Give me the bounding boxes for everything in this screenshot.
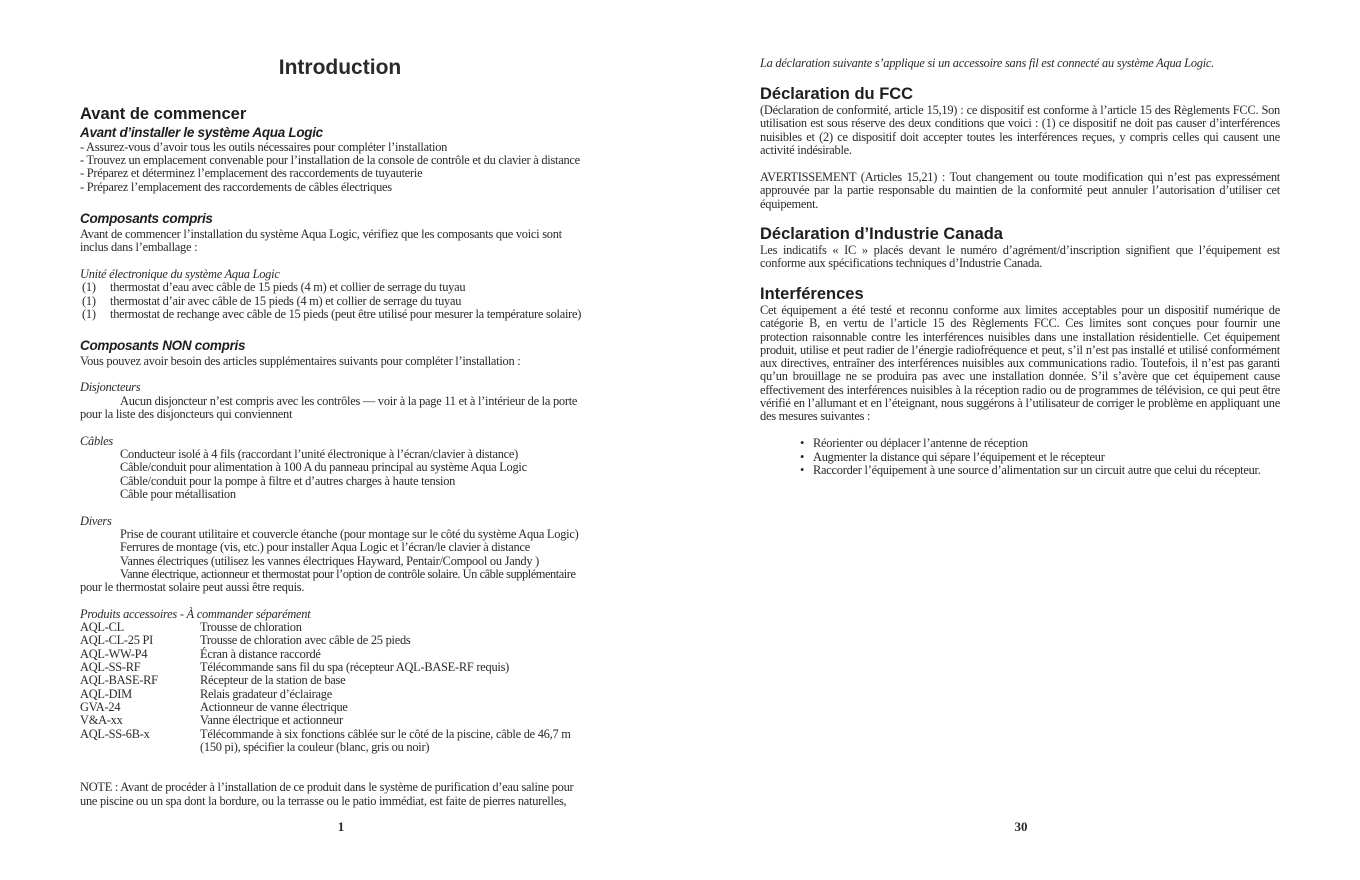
accessory-code: AQL-CL	[80, 620, 124, 634]
breakers-label: Disjoncteurs	[80, 380, 141, 394]
included-intro-line: inclus dans l’emballage :	[80, 240, 198, 254]
breakers-line: pour la liste des disjoncteurs qui conviennent	[80, 407, 293, 421]
accessory-code: AQL-BASE-RF	[80, 673, 158, 688]
accessory-desc: Actionneur de vanne électrique	[200, 700, 348, 715]
accessory-continuation: (150 pi), spécifier la couleur (blanc, gris ou noir)	[200, 740, 430, 754]
accessory-code: AQL-SS-RF	[80, 660, 141, 675]
ic-body: Les indicatifs « IC » placés devant le numéro d’agrément/d’inscription signifient que l’équipement est conforme aux spécifications techniques d’Industrie Canada.	[760, 243, 1280, 271]
before-item: - Trouvez un emplacement convenable pour l’installation de la console de contrôle et du clavier à distance	[80, 153, 580, 167]
not-included-intro: Vous pouvez avoir besoin des articles supplémentaires suivants pour compléter l’installation :	[80, 354, 521, 368]
misc-label: Divers	[80, 514, 112, 528]
accessory-desc: Écran à distance raccordé	[200, 646, 321, 661]
bullet-item: • Raccorder l’équipement à une source d’alimentation sur un circuit autre que celui du récepteur.	[800, 463, 1261, 477]
accessory-desc: Relais gradateur d’éclairage	[200, 686, 332, 701]
not-included-heading: Composants NON compris	[80, 338, 246, 353]
before-heading: Avant de commencer	[80, 105, 247, 123]
misc-continuation: pour le thermostat solaire peut aussi être requis.	[80, 580, 305, 594]
included-heading: Composants compris	[80, 211, 213, 226]
cables-item: Conducteur isolé à 4 fils (raccordant l’unité électronique à l’écran/clavier à distance)	[120, 447, 519, 461]
fcc-heading: Déclaration du FCC	[760, 85, 914, 103]
misc-item: Prise de courant utilitaire et couvercle étanche (pour montage sur le côté du système Aqua Logic)	[120, 527, 579, 541]
unit-label: Unité électronique du système Aqua Logic	[80, 267, 280, 281]
before-item: - Préparez et déterminez l’emplacement des raccordements de tuyauterie	[80, 166, 423, 180]
included-intro-line: Avant de commencer l’installation du système Aqua Logic, vérifiez que les composants que voici sont	[80, 227, 562, 241]
page-number: 1	[337, 819, 345, 834]
ic-heading: Déclaration d’Industrie Canada	[760, 225, 1003, 243]
bullet-item: • Augmenter la distance qui sépare l’équipement et le récepteur	[800, 450, 1105, 464]
accessory-code: AQL-SS-6B-x	[80, 726, 150, 741]
accessory-desc: Trousse de chloration	[200, 620, 302, 634]
accessory-code: AQL-WW-P4	[80, 646, 148, 661]
accessory-desc: Vanne électrique et actionneur	[200, 713, 343, 728]
note-line: NOTE : Avant de procéder à l’installation de ce produit dans le système de purification d’eau saline pour	[80, 780, 574, 794]
included-qty: (1)	[82, 307, 96, 321]
accessory-desc: Récepteur de la station de base	[200, 673, 346, 688]
breakers-line: Aucun disjoncteur n’est compris avec les contrôles — voir à la page 11 et à l’intérieur de la porte	[120, 394, 578, 408]
bullet-item: • Réorienter ou déplacer l’antenne de réception	[800, 436, 1028, 450]
accessory-code: GVA-24	[80, 700, 121, 715]
fcc-warning: AVERTISSEMENT (Articles 15,21) : Tout changement ou toute modification qui n’est pas expressément approuvée par la partie responsable du maintien de la conformité peut annuler l’autorisation d’utiliser cet équipement.	[760, 170, 1280, 211]
accessory-code: V&A-xx	[80, 713, 123, 728]
accessory-desc: Télécommande sans fil du spa (récepteur AQL-BASE-RF requis)	[200, 660, 510, 675]
note-line: une piscine ou un spa dont la bordure, ou la terrasse ou le patio immédiat, est faite de pierres naturelles,	[80, 794, 567, 808]
misc-item: Vannes électriques (utilisez les vannes électriques Hayward, Pentair/Compool ou Jandy )	[120, 554, 540, 568]
included-text: thermostat de rechange avec câble de 15 pieds (peut être utilisé pour mesurer la température solaire)	[110, 307, 582, 321]
cables-item: Câble/conduit pour la pompe à filtre et d’autres charges à haute tension	[120, 474, 456, 488]
before-subheading: Avant d’installer le système Aqua Logic	[80, 125, 323, 140]
interference-body: Cet équipement a été testé et reconnu conforme aux limites acceptables pour un dispositif numérique de catégorie B, en vertu de l’article 15 des Règlements FCC. Ces limites sont conçues pour fournir une protection raisonnable contre les interférences nuisibles dans une installation résidentielle. Cet équipement produit, utilise et peut radier de l’énergie radiofréquence et peut, s’il n’est pas installé et utilisé conformément aux directives, entraîner des interférences nuisibles aux communications radio. Toutefois, il n’est pas garanti qu’un brouillage ne se produira pas avec une installation donnée. S’il s’avère que cet équipement cause effectivement des interférences nuisibles à la réception radio ou de programmes de télévision, ce qui peut être vérifié en l’allumant et en l’éteignant, nous suggérons à l’utilisateur de corriger le problème en appliquant une des mesures suivantes :	[760, 303, 1280, 424]
intro-statement: La déclaration suivante s’applique si un accessoire sans fil est connecté au système Aqua Logic.	[760, 56, 1215, 70]
included-text: thermostat d’eau avec câble de 15 pieds (4 m) et collier de serrage du tuyau	[110, 280, 466, 294]
accessory-desc: Télécommande à six fonctions câblée sur le côté de la piscine, câble de 46,7 m	[200, 726, 571, 741]
misc-item: Vanne électrique, actionneur et thermostat pour l’option de contrôle solaire. Un câble supplémentaire	[120, 567, 576, 581]
fcc-body: (Déclaration de conformité, article 15,19) : ce dispositif est conforme à l’article 15 des Règlements FCC. Son utilisation est sous réserve des deux conditions que voici : (1) ce dispositif ne doit pas causer d’interférences nuisibles et (2) ce dispositif doit accepter toutes les interférences reçues, y compris celles qui causent une activité indésirable.	[760, 103, 1280, 157]
interference-heading: Interférences	[760, 285, 864, 303]
misc-item: Ferrures de montage (vis, etc.) pour installer Aqua Logic et l’écran/le clavier à distance	[120, 540, 530, 554]
cables-item: Câble pour métallisation	[120, 487, 236, 501]
cables-label: Câbles	[80, 434, 113, 448]
page-title: Introduction	[278, 56, 402, 79]
included-qty: (1)	[82, 294, 96, 308]
accessory-code: AQL-DIM	[80, 686, 132, 701]
cables-item: Câble/conduit pour alimentation à 100 A du panneau principal au système Aqua Logic	[120, 460, 527, 474]
accessory-code: AQL-CL-25 PI	[80, 633, 154, 648]
accessory-desc: Trousse de chloration avec câble de 25 pieds	[200, 633, 411, 648]
accessories-label: Produits accessoires - À commander séparément	[80, 607, 311, 621]
page-number: 30	[1014, 819, 1028, 834]
included-text: thermostat d’air avec câble de 15 pieds (4 m) et collier de serrage du tuyau	[110, 294, 462, 308]
before-item: - Préparez l’emplacement des raccordements de câbles électriques	[80, 180, 392, 194]
included-qty: (1)	[82, 280, 96, 294]
before-item: - Assurez-vous d’avoir tous les outils nécessaires pour compléter l’installation	[80, 140, 448, 154]
